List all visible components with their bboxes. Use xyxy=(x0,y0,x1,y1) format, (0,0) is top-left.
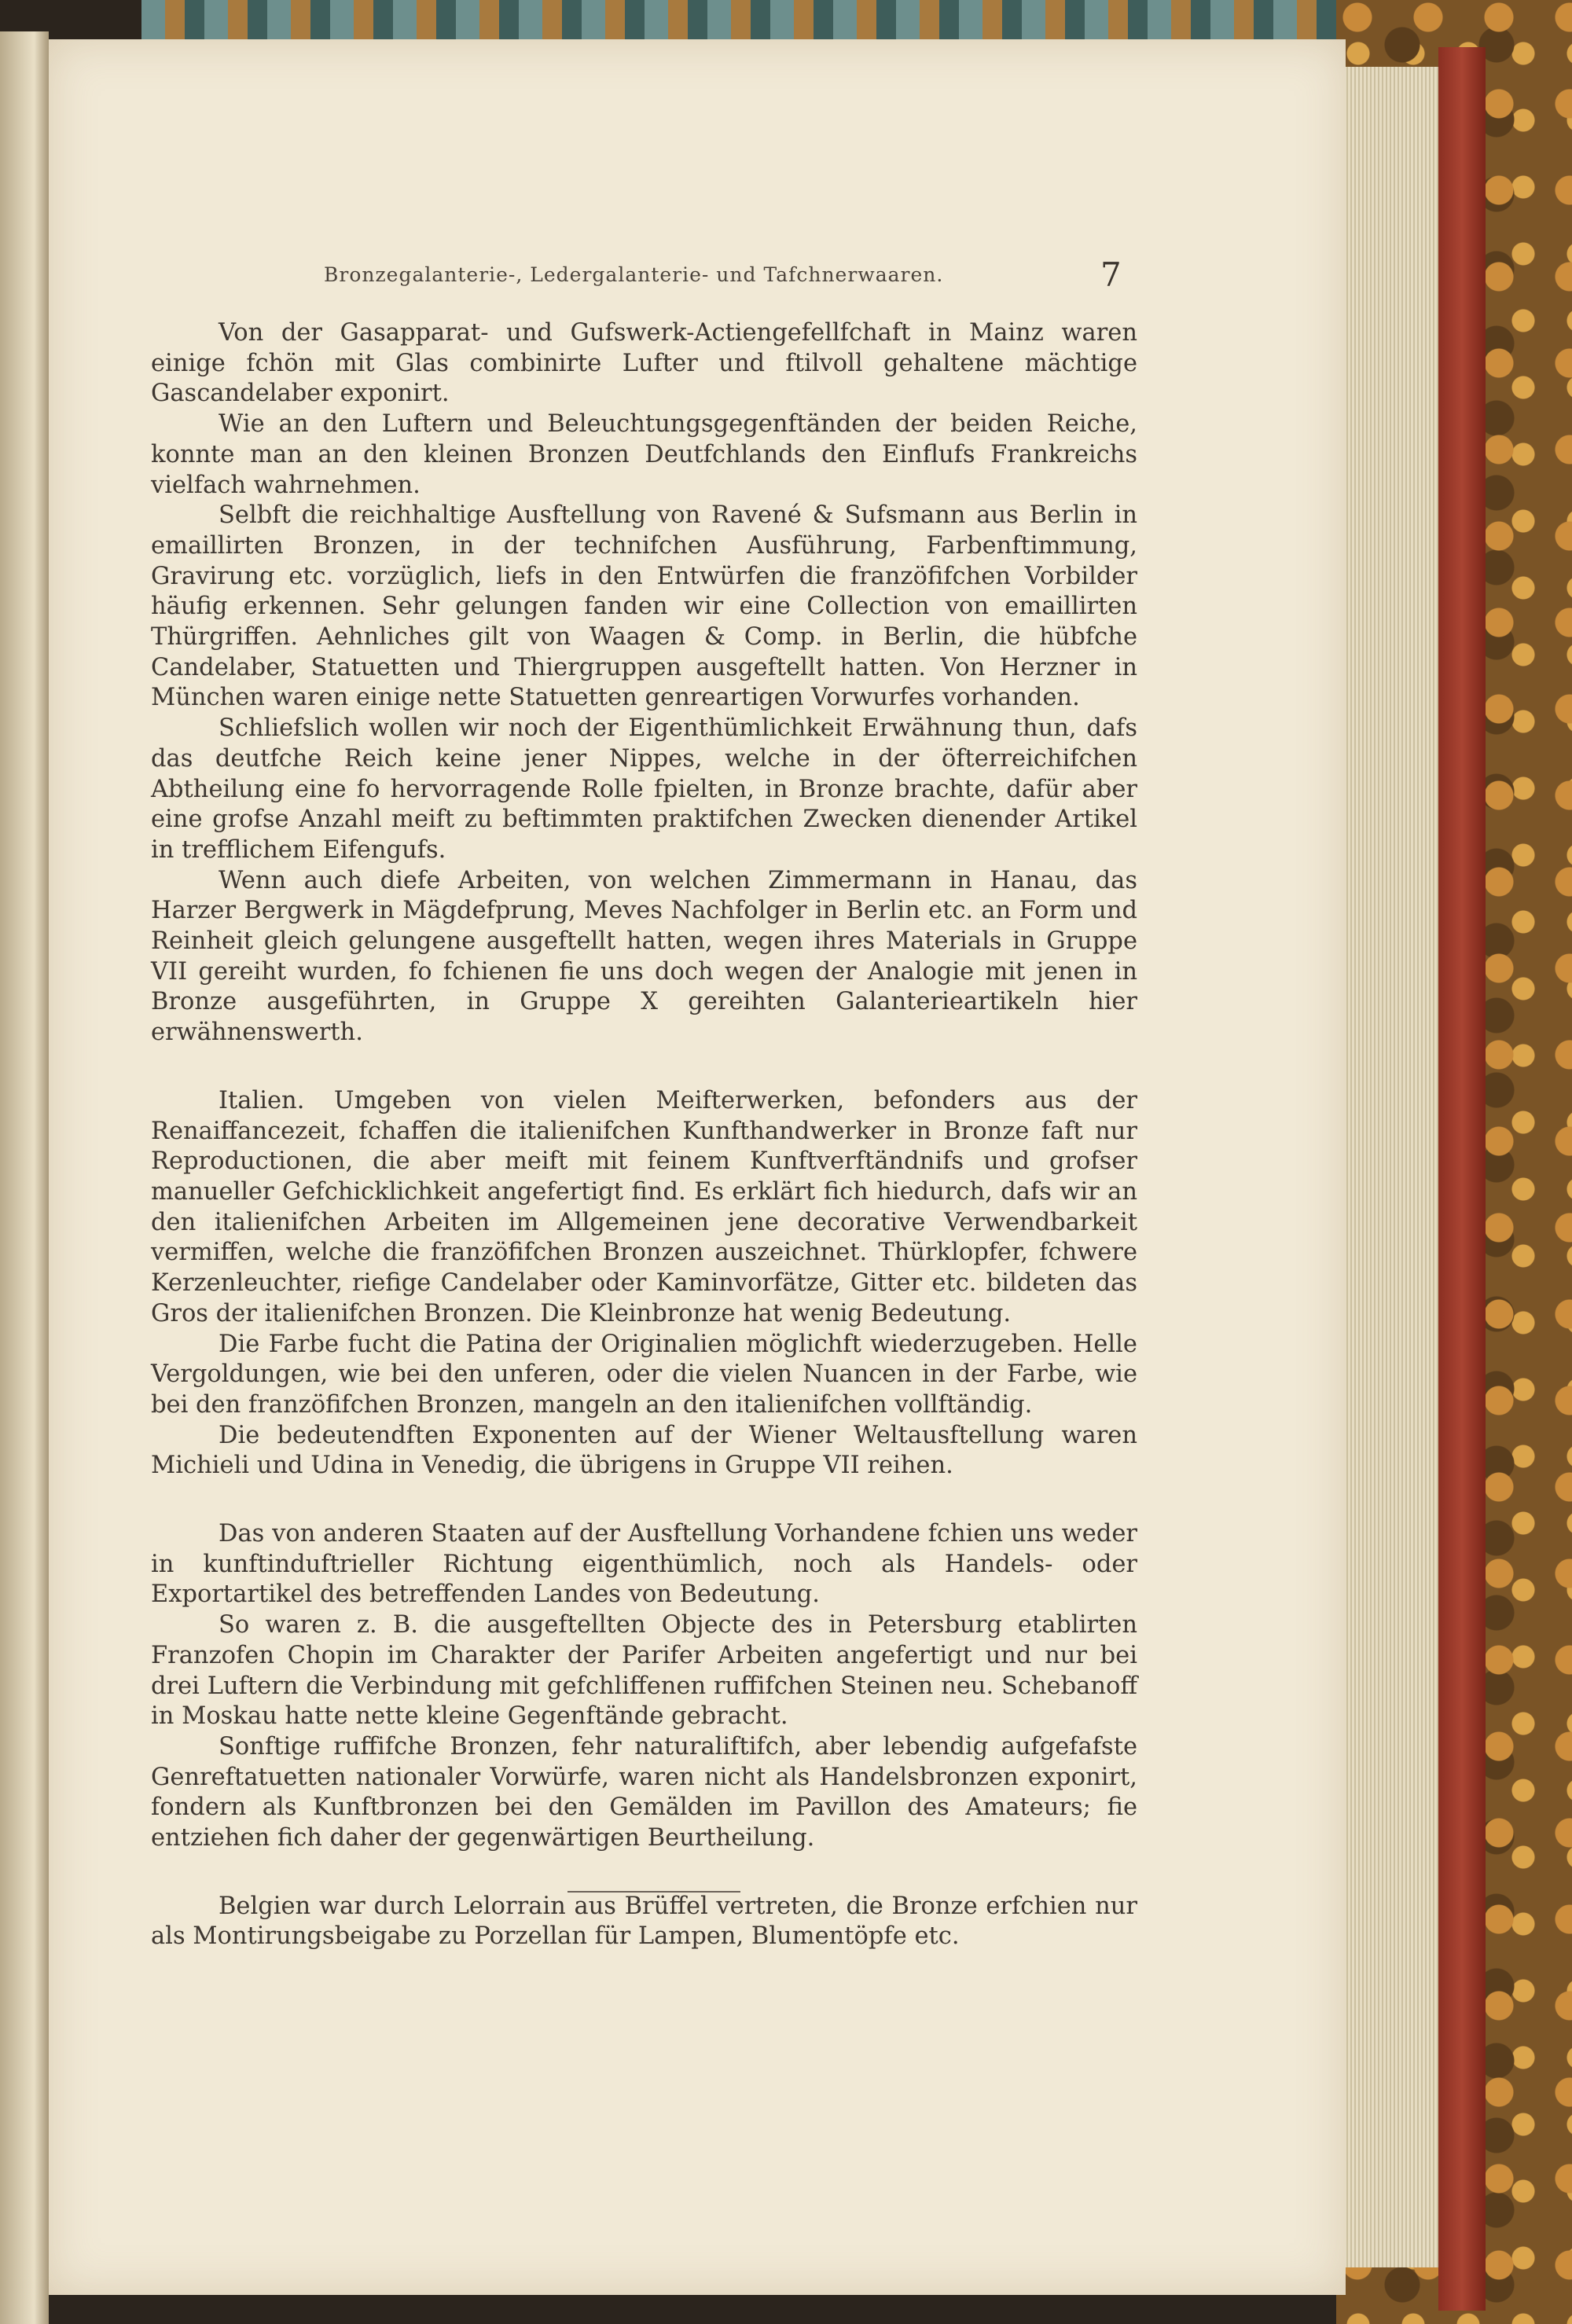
paragraph: Die bedeutendften Exponenten auf der Wiener Weltausftellung waren Michieli und Udina in Venedig, die übrigens in Gruppe VII reihen. xyxy=(151,1421,1137,1480)
paragraph: Sonftige ruffifche Bronzen, fehr naturaliftifch, aber lebendig aufgefafste Genreftatuetten nationaler Vorwürfe, waren nicht als Handelsbronzen exponirt, fondern als Kunftbronzen bei den Gemälden im Pavillon des Amateurs; fie entziehen fich daher der gegenwärtigen Beurtheilung. xyxy=(151,1732,1137,1852)
closing-rule xyxy=(567,1891,740,1893)
paragraph: Italien. Umgeben von vielen Meifterwerken, befonders aus der Renaiffancezeit, fchaffen die italienifchen Kunfthandwerker in Bronze faft nur Reproductionen, die aber meift mit feinem Kunftverftändnifs und grofser manueller Gefchicklichkeit angefertigt find. Es erklärt fich hiedurch, dafs wir an den italienifchen Arbeiten im Allgemeinen jene decorative Verwendbarkeit vermiffen, welche die franzöfifchen Bronzen auszeichnet. Thürklopfer, fchwere Kerzenleuchter, riefige Candelaber oder Kaminvorfätze, Gitter etc. bildeten das Gros der italienifchen Bronzen. Die Kleinbronze hat wenig Bedeutung. xyxy=(151,1086,1137,1327)
paragraph: Belgien war durch Lelorrain aus Brüffel vertreten, die Bronze erfchien nur als Montirungsbeigabe zu Porzellan für Lampen, Blumentöpfe etc. xyxy=(151,1892,1137,1951)
paragraph: Die Farbe fucht die Patina der Originalien möglichft wiederzugeben. Helle Vergoldungen, wie bei den unferen, oder die vielen Nuancen in der Farbe, wie bei den franzöfifchen Bronzen, mangeln an den italienifchen vollftändig. xyxy=(151,1330,1137,1419)
cover-spine-band xyxy=(1438,47,1486,2311)
page-number: 7 xyxy=(1100,255,1122,294)
paragraph: Schliefslich wollen wir noch der Eigenthümlichkeit Erwähnung thun, dafs das deutfche Reich keine jener Nippes, welche in der öfterreichifchen Abtheilung eine fo hervorragende Rolle fpielten, in Bronze brachte, dafür aber eine grofse Anzahl meift zu beftimmten praktifchen Zwecken dienender Artikel in trefflichem Eifengufs. xyxy=(151,714,1137,864)
left-page-edge xyxy=(0,31,49,2324)
running-head: Bronzegalanterie-, Ledergalanterie- und Tafchnerwaaren. xyxy=(324,263,944,286)
paragraph: Von der Gasapparat- und Gufswerk-Actiengefellfchaft in Mainz waren einige fchön mit Glas combinirte Lufter und ftilvoll gehaltene mächtige Gascandelaber exponirt. xyxy=(151,319,1137,408)
paragraph: Das von anderen Staaten auf der Ausftellung Vorhandene fchien uns weder in kunftinduftrieller Richtung eigenthümlich, noch als Handels- oder Exportartikel des betreffenden Landes von Bedeutung. xyxy=(151,1520,1137,1609)
paragraph: Wie an den Luftern und Beleuchtungsgegenftänden der beiden Reiche, konnte man an den kleinen Bronzen Deutfchlands den Einflufs Frankreichs vielfach wahrnehmen. xyxy=(151,410,1137,499)
paragraph: Selbft die reichhaltige Ausftellung von Ravené & Sufsmann aus Berlin in emaillirten Bronzen, in der technifchen Ausführung, Farbenftimmung, Gravirung etc. vorzüglich, liefs in den Entwürfen die franzöfifchen Vorbilder häufig erkennen. Sehr gelungen fanden wir eine Collection von emaillirten Thürgriffen. Aehnliches gilt von Waagen & Comp. in Berlin, die hübfche Candelaber, Statuetten und Thiergruppen ausgeftellt hatten. Von Herzner in München waren einige nette Statuetten genreartigen Vorwurfes vorhanden. xyxy=(151,501,1137,712)
paragraph: So waren z. B. die ausgeftellten Objecte des in Petersburg etablirten Franzofen Chopin im Charakter der Parifer Arbeiten angefertigt und nur bei drei Luftern die Verbindung mit gefchliffenen ruffifchen Steinen neu. Schebanoff in Moskau hatte nette kleine Gegenftände gebracht. xyxy=(151,1611,1137,1731)
paragraph: Wenn auch diefe Arbeiten, von welchen Zimmermann in Hanau, das Harzer Bergwerk in Mägdefprung, Meves Nachfolger in Berlin etc. an Form und Reinheit gleich gelungene ausgeftellt hatten, wegen ihres Materials in Gruppe VII gereiht wurden, fo fchienen fie uns doch wegen der Analogie mit jenen in Bronze ausgeführten, in Gruppe X gereihten Galanterieartikeln hier erwähnenswerth. xyxy=(151,866,1137,1047)
body-text xyxy=(151,318,1137,1952)
